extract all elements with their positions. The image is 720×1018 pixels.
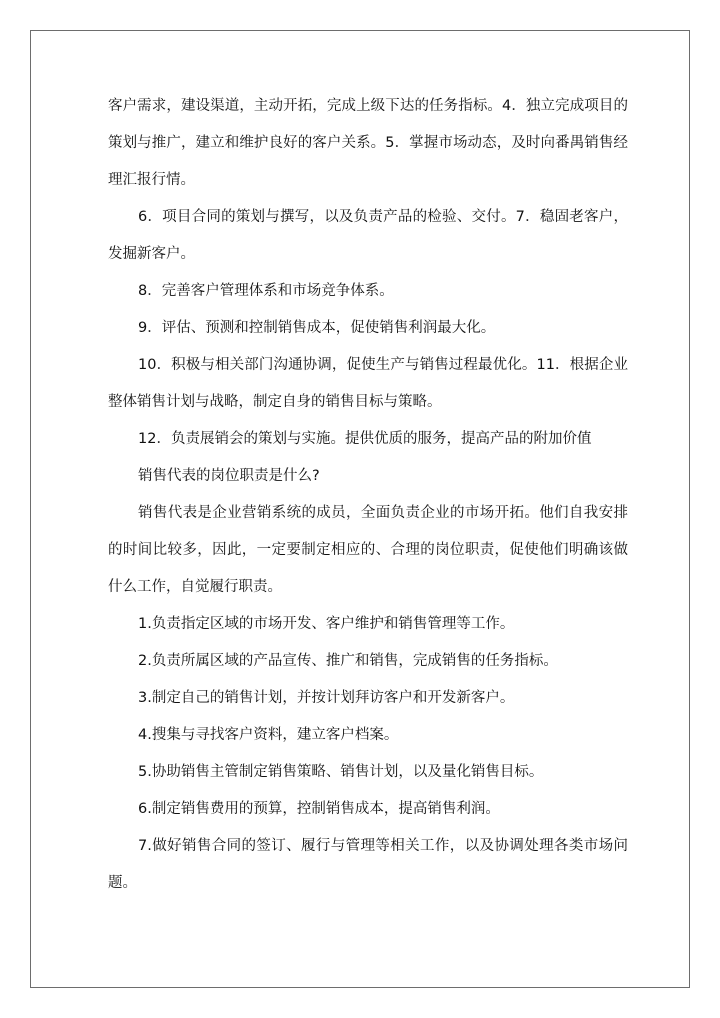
paragraph-3: 8．完善客户管理体系和市场竞争体系。 [138,283,394,299]
paragraph-4: 9．评估、预测和控制销售成本，促使销售利润最大化。 [138,320,496,336]
paragraph-1: 客户需求，建设渠道，主动开拓，完成上级下达的任务指标。4．独立完成项目的策划与推广，建立和维护良好的客户关系。5．掌握市场动态，及时向番禺销售经理汇报行情。 [108,98,628,188]
list-item-2: 2.负责所属区域的产品宣传、推广和销售，完成销售的任务指标。 [138,653,558,669]
paragraph-2: 6．项目合同的策划与撰写，以及负责产品的检验、交付。7．稳固老客户，发掘新客户。 [108,209,628,262]
list-item-6: 6.制定销售费用的预算，控制销售成本，提高销售利润。 [138,801,500,817]
paragraph-intro: 销售代表是企业营销系统的成员，全面负责企业的市场开拓。他们自我安排的时间比较多，因此，一定要制定相应的、合理的岗位职责，促使他们明确该做什么工作，自觉履行职责。 [108,505,628,595]
list-item-7: 7.做好销售合同的签订、履行与管理等相关工作，以及协调处理各类市场问题。 [108,838,628,891]
section-question: 销售代表的岗位职责是什么? [138,468,320,484]
list-item-3: 3.制定自己的销售计划，并按计划拜访客户和开发新客户。 [138,690,515,706]
list-item-5: 5.协助销售主管制定销售策略、销售计划，以及量化销售目标。 [138,764,544,780]
list-item-4: 4.搜集与寻找客户资料，建立客户档案。 [138,727,399,743]
document-body [108,88,628,902]
paragraph-6: 12．负责展销会的策划与实施。提供优质的服务，提高产品的附加价值 [138,431,592,447]
list-item-1: 1.负责指定区域的市场开发、客户维护和销售管理等工作。 [138,616,515,632]
paragraph-5: 10．积极与相关部门沟通协调，促使生产与销售过程最优化。11．根据企业整体销售计划与战略，制定自身的销售目标与策略。 [108,357,628,410]
